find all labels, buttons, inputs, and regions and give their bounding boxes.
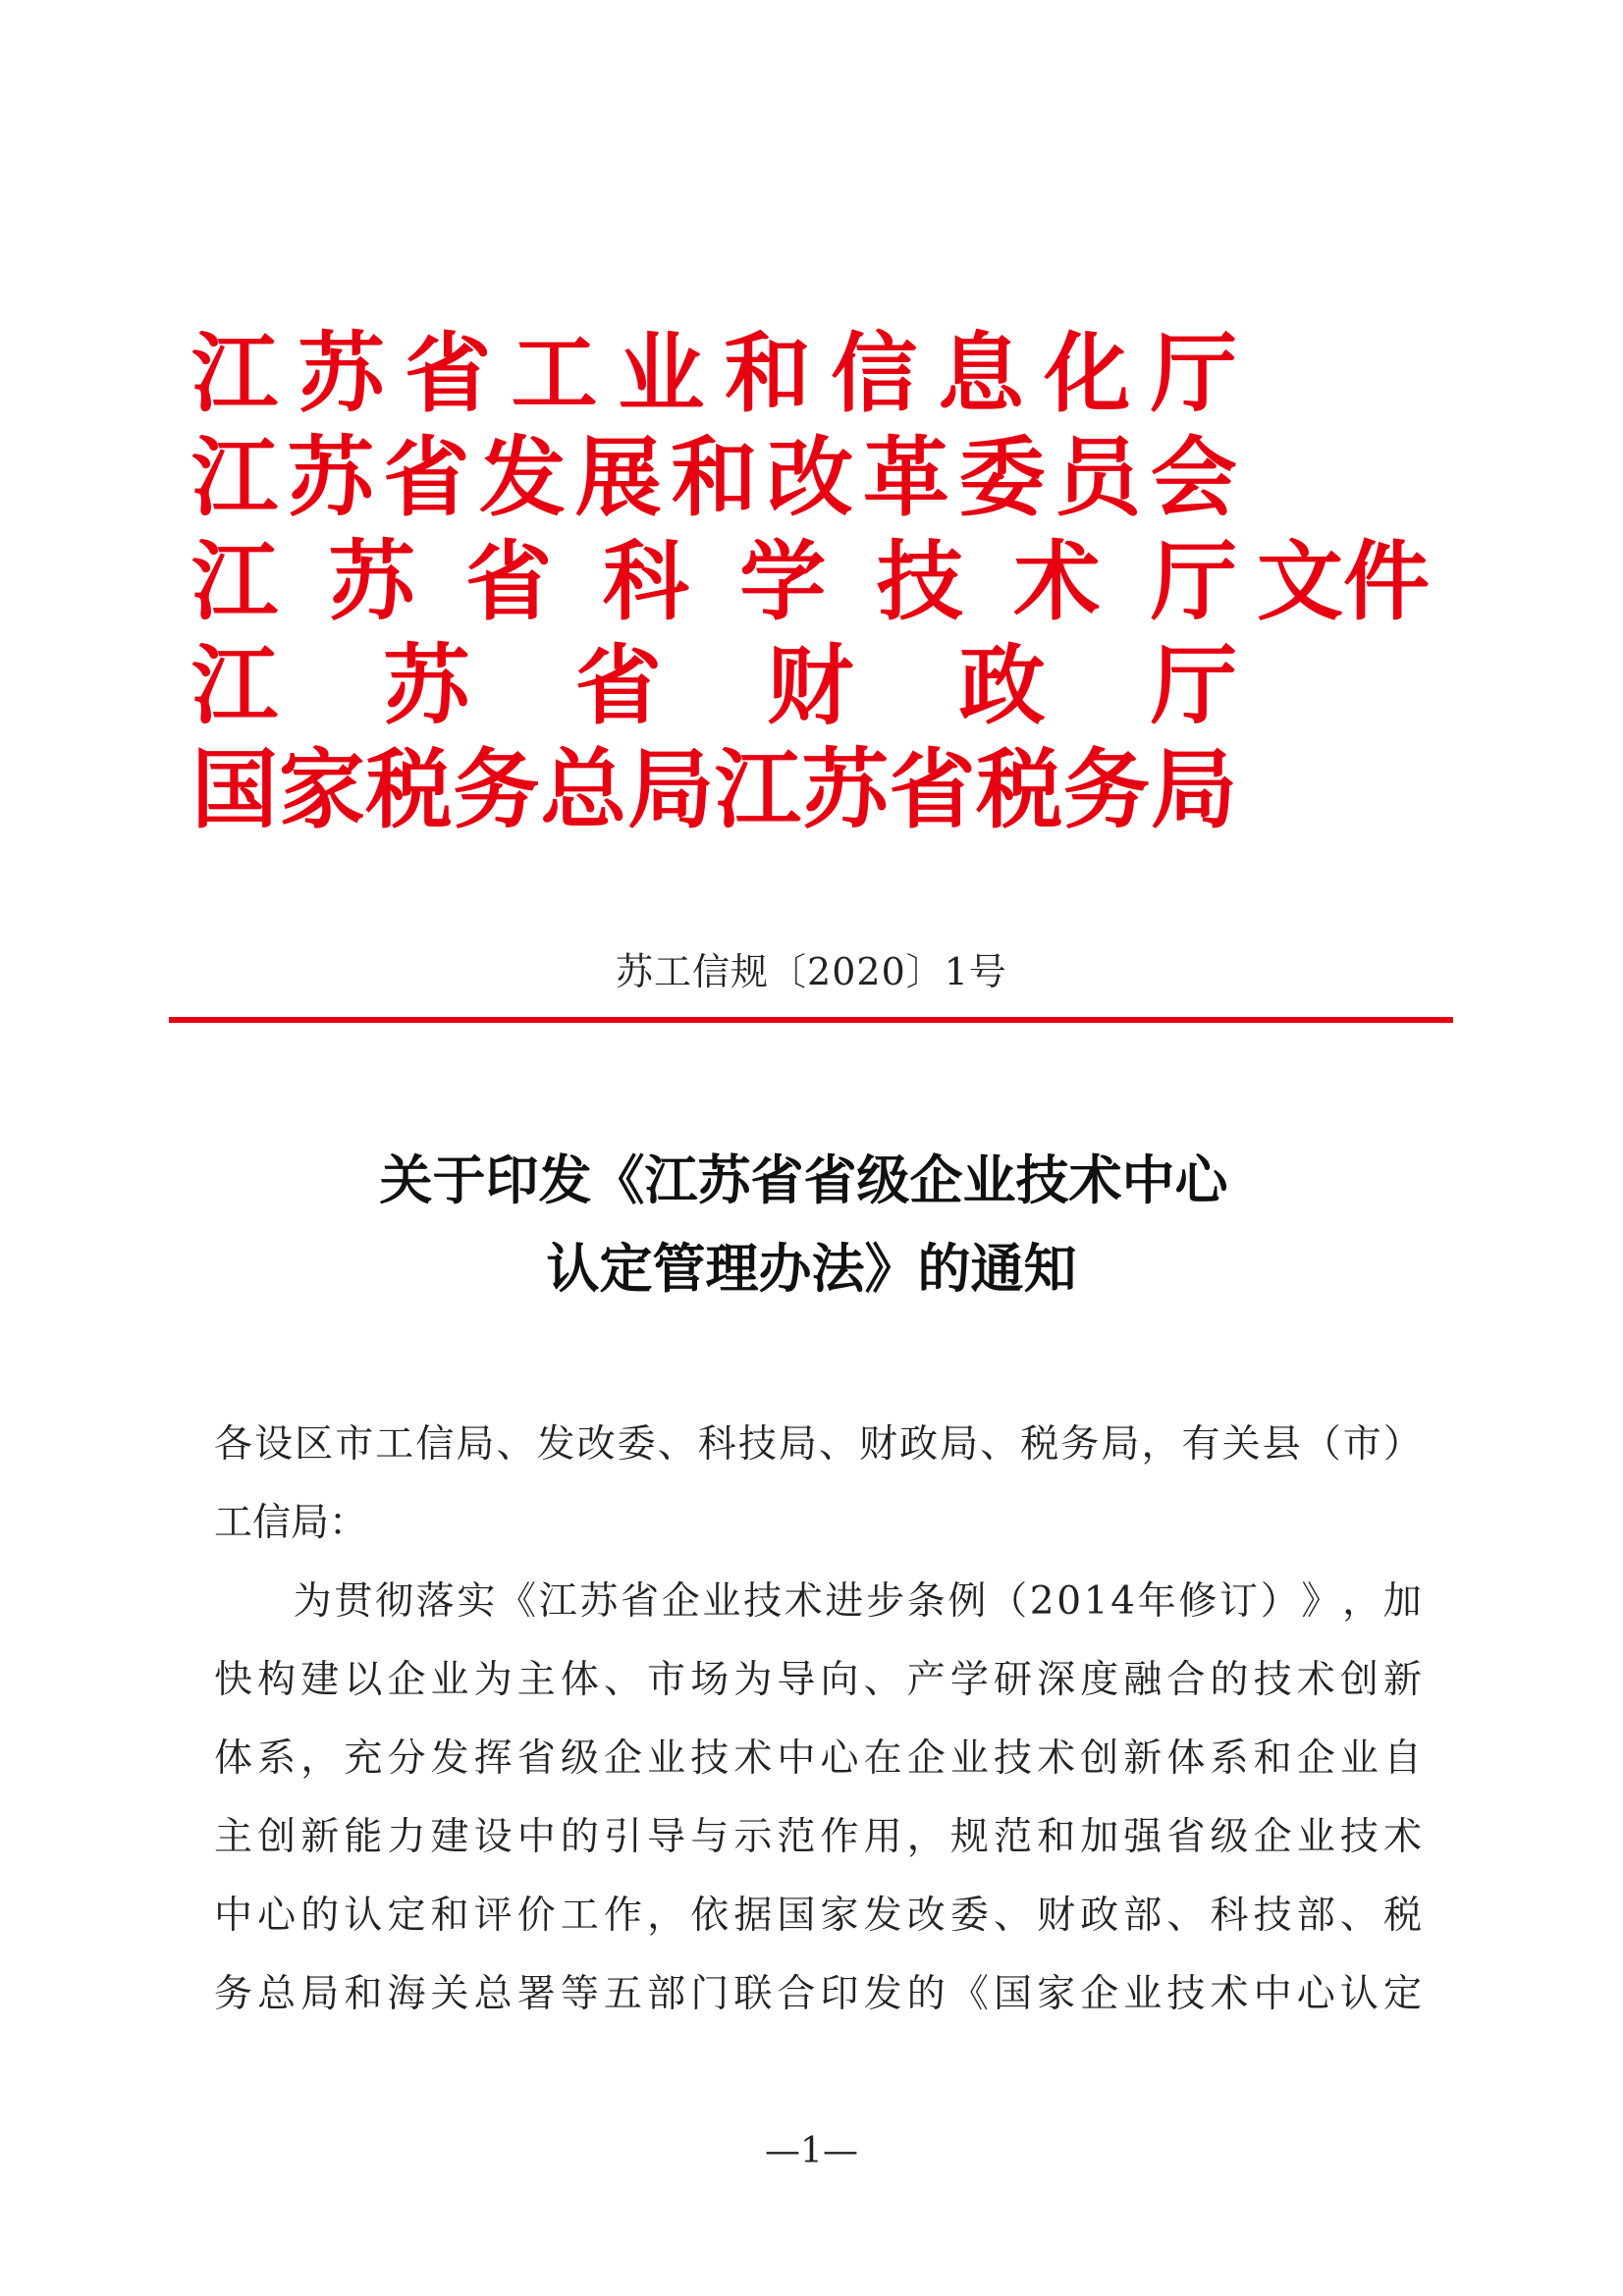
character: 发 — [863, 1972, 902, 2016]
issuer-line — [191, 426, 1237, 530]
character: 、 — [1339, 1894, 1379, 1938]
character: ， — [1141, 1422, 1180, 1467]
character: 落 — [415, 1579, 455, 1624]
character: 为 — [473, 1658, 513, 1702]
character: 价 — [516, 1894, 556, 1938]
character: 依 — [690, 1894, 730, 1938]
body-line — [214, 1563, 1422, 1641]
character: 2 — [1029, 1579, 1055, 1624]
character: 技 — [690, 1736, 730, 1781]
character: 的 — [560, 1815, 599, 1859]
character: 发 — [430, 1736, 469, 1781]
character: 创 — [1080, 1736, 1119, 1781]
character: 学 — [739, 531, 827, 632]
character: 业 — [1296, 1815, 1335, 1859]
character: 级 — [560, 1736, 599, 1781]
indent — [214, 1563, 291, 1641]
character: 和 — [724, 323, 811, 424]
character: 国 — [777, 1894, 816, 1938]
character: 企 — [603, 1736, 642, 1781]
character: 改 — [767, 427, 854, 528]
character: 海 — [387, 1972, 426, 2016]
document-suffix — [1257, 530, 1430, 634]
character: （ — [1302, 1422, 1341, 1467]
character: 税 — [1382, 1894, 1422, 1938]
character: ， — [300, 1736, 340, 1781]
character: 、 — [980, 1422, 1019, 1467]
character: 市 — [335, 1422, 374, 1467]
character: 彻 — [375, 1579, 414, 1624]
character: 加 — [1382, 1579, 1422, 1624]
character: 企 — [906, 1736, 946, 1781]
character: 信 — [415, 1422, 455, 1467]
character: 向 — [820, 1658, 859, 1702]
body-line — [214, 1641, 1422, 1720]
character: 政 — [1080, 1894, 1119, 1938]
character: 家 — [1037, 1972, 1076, 2016]
character: 苏 — [579, 1579, 619, 1624]
character: 技 — [876, 531, 963, 632]
character: 与 — [690, 1815, 730, 1859]
character: 年 — [1137, 1579, 1176, 1624]
character: 、 — [818, 1422, 857, 1467]
character: 税 — [365, 739, 453, 840]
character: 心 — [820, 1736, 859, 1781]
character: 体 — [214, 1736, 253, 1781]
character: 改 — [906, 1894, 946, 1938]
character: 创 — [257, 1815, 297, 1859]
character: 的 — [1210, 1658, 1249, 1702]
character: 省 — [405, 323, 492, 424]
character: ） — [1260, 1579, 1299, 1624]
character: 《 — [498, 1579, 537, 1624]
character: 4 — [1110, 1579, 1136, 1624]
body-line — [214, 1720, 1422, 1798]
character: 合 — [1166, 1658, 1206, 1702]
body-line — [214, 1955, 1422, 2034]
character: 评 — [473, 1894, 513, 1938]
notice-body — [214, 1406, 1422, 2034]
character: 技 — [1166, 1972, 1206, 2016]
character: 政 — [899, 1422, 939, 1467]
issuer-line — [191, 322, 1237, 426]
character: 强 — [1123, 1815, 1163, 1859]
character: 局 — [778, 1422, 817, 1467]
character: 科 — [1210, 1894, 1249, 1938]
character: 深 — [1037, 1658, 1076, 1702]
character: 务 — [1060, 1422, 1100, 1467]
issuer-line — [191, 530, 1448, 634]
character: 省 — [516, 1736, 556, 1781]
character: 快 — [214, 1658, 253, 1702]
body-line — [214, 1798, 1422, 1877]
character: 贯 — [334, 1579, 373, 1624]
character: 局 — [456, 1422, 495, 1467]
character: 研 — [993, 1658, 1032, 1702]
character: 的 — [300, 1894, 340, 1938]
character: 订 — [1219, 1579, 1259, 1624]
character: 中 — [516, 1815, 556, 1859]
character: 省 — [574, 635, 662, 736]
character: 中 — [777, 1736, 816, 1781]
body-line — [214, 1406, 1422, 1484]
character: 新 — [300, 1815, 340, 1859]
character: 构 — [257, 1658, 297, 1702]
character: 新 — [1382, 1658, 1422, 1702]
character: 挥 — [473, 1736, 513, 1781]
character: 展 — [574, 427, 662, 528]
character: 苏 — [298, 323, 385, 424]
character: 0 — [1056, 1579, 1082, 1624]
character: 业 — [647, 1736, 686, 1781]
character: 工 — [375, 1422, 414, 1467]
character: 术 — [1013, 531, 1101, 632]
character: 技 — [993, 1736, 1032, 1781]
red-masthead — [191, 322, 1468, 842]
character: 关 — [430, 1972, 469, 2016]
character: （ — [989, 1579, 1028, 1624]
issuer-line — [191, 738, 1237, 842]
character: 局 — [627, 739, 715, 840]
character: 苏 — [383, 635, 470, 736]
character: 五 — [603, 1972, 642, 2016]
character: 用 — [863, 1815, 902, 1859]
character: 技 — [737, 1422, 777, 1467]
character: 关 — [1221, 1422, 1261, 1467]
character: ， — [906, 1815, 946, 1859]
character: 为 — [293, 1579, 332, 1624]
character: 员 — [1055, 427, 1142, 528]
character: 有 — [1181, 1422, 1220, 1467]
character: 苏 — [328, 531, 415, 632]
character: 导 — [777, 1658, 816, 1702]
character: 《 — [949, 1972, 989, 2016]
character: 1 — [1083, 1579, 1109, 1624]
character: 产 — [906, 1658, 946, 1702]
character: 认 — [344, 1894, 383, 1938]
character: 务 — [214, 1972, 253, 2016]
character: 中 — [214, 1894, 253, 1938]
character: 各 — [214, 1422, 253, 1467]
body-line — [214, 1484, 1422, 1563]
character: 融 — [1123, 1658, 1163, 1702]
character: 江 — [191, 635, 279, 736]
character: 区 — [295, 1422, 334, 1467]
character: ） — [1382, 1422, 1422, 1467]
character: 件 — [1343, 531, 1431, 632]
character: 范 — [777, 1815, 816, 1859]
character: 以 — [344, 1658, 383, 1702]
character: 改 — [576, 1422, 616, 1467]
character: 实 — [457, 1579, 496, 1624]
character: 财 — [859, 1422, 898, 1467]
character: 在 — [863, 1736, 902, 1781]
character: 主 — [214, 1815, 253, 1859]
character: 技 — [1253, 1658, 1292, 1702]
character: 化 — [1044, 323, 1131, 424]
character: 革 — [862, 427, 949, 528]
character: 为 — [733, 1658, 773, 1702]
character: 会 — [1150, 427, 1237, 528]
character: 等 — [560, 1972, 599, 2016]
character: 术 — [733, 1736, 773, 1781]
character: 委 — [958, 427, 1046, 528]
character: 定 — [387, 1894, 426, 1938]
character: 级 — [1210, 1815, 1249, 1859]
character: 新 — [1123, 1736, 1163, 1781]
character: 业 — [430, 1658, 469, 1702]
character: 发 — [863, 1894, 902, 1938]
character: 进 — [825, 1579, 864, 1624]
character: 门 — [690, 1972, 730, 2016]
character: 委 — [949, 1894, 989, 1938]
character: 主 — [516, 1658, 556, 1702]
character: 企 — [387, 1658, 426, 1702]
character: 例 — [947, 1579, 987, 1624]
character: 示 — [733, 1815, 773, 1859]
character: 署 — [516, 1972, 556, 2016]
character: 总 — [540, 739, 627, 840]
character: 信 — [831, 323, 918, 424]
character: 中 — [1253, 1972, 1292, 2016]
character: 技 — [743, 1579, 783, 1624]
character: 据 — [733, 1894, 773, 1938]
character: 江 — [191, 427, 279, 528]
character: 规 — [949, 1815, 989, 1859]
issuer-name — [191, 530, 1237, 634]
notice-title-line-2: 认定管理办法》的通知 — [546, 1238, 1077, 1300]
character: 苏 — [287, 427, 374, 528]
character: 认 — [1339, 1972, 1379, 2016]
character: 江 — [538, 1579, 577, 1624]
character: 委 — [617, 1422, 656, 1467]
character: 部 — [1296, 1894, 1335, 1938]
character: 设 — [473, 1815, 513, 1859]
character: 自 — [1382, 1736, 1422, 1781]
character: 范 — [993, 1815, 1032, 1859]
character: 修 — [1178, 1579, 1217, 1624]
character: 总 — [257, 1972, 297, 2016]
character: 家 — [278, 739, 365, 840]
character: 力 — [387, 1815, 426, 1859]
character: 企 — [661, 1579, 700, 1624]
character: 系 — [257, 1736, 297, 1781]
character: 联 — [733, 1972, 773, 2016]
character: 工 — [511, 323, 598, 424]
character: 业 — [1339, 1736, 1379, 1781]
notice-title-line-1: 关于印发《江苏省省级企业技术中心 — [379, 1149, 1228, 1211]
character: 术 — [1210, 1972, 1249, 2016]
character: 省 — [889, 739, 976, 840]
character: 企 — [1080, 1972, 1119, 2016]
character: 体 — [560, 1658, 599, 1702]
character: 局 — [940, 1422, 979, 1467]
character: 和 — [671, 427, 758, 528]
character: 税 — [976, 739, 1063, 840]
character: 和 — [430, 1894, 469, 1938]
character: 印 — [820, 1972, 859, 2016]
character: 业 — [949, 1736, 989, 1781]
character: 场 — [690, 1658, 730, 1702]
character: 术 — [1296, 1658, 1335, 1702]
character: 设 — [254, 1422, 294, 1467]
character: 市 — [1342, 1422, 1381, 1467]
character: 苏 — [801, 739, 889, 840]
character: 厅 — [1150, 323, 1237, 424]
character: 业 — [618, 323, 705, 424]
character: 县 — [1262, 1422, 1301, 1467]
character: 条 — [906, 1579, 946, 1624]
character: 能 — [344, 1815, 383, 1859]
body-line-text: 工信局： — [214, 1501, 368, 1545]
character: 财 — [767, 635, 854, 736]
character: 、 — [657, 1422, 696, 1467]
character: 市 — [647, 1658, 686, 1702]
character: 学 — [949, 1658, 989, 1702]
character: 江 — [714, 739, 801, 840]
character: 分 — [387, 1736, 426, 1781]
character: 发 — [479, 427, 567, 528]
character: 国 — [191, 739, 279, 840]
character: 的 — [906, 1972, 946, 2016]
character: 和 — [1253, 1736, 1292, 1781]
character: 心 — [1296, 1972, 1335, 2016]
character: 局 — [300, 1972, 340, 2016]
page-number: —1— — [765, 2131, 858, 2171]
character: 、 — [603, 1658, 642, 1702]
character: 文 — [1257, 531, 1344, 632]
character: 引 — [603, 1815, 642, 1859]
character: 体 — [1166, 1736, 1206, 1781]
character: 工 — [560, 1894, 599, 1938]
character: 术 — [1037, 1736, 1076, 1781]
character: 部 — [647, 1972, 686, 2016]
document-number: 苏工信规〔2020〕1号 — [616, 950, 1007, 993]
character: 合 — [777, 1972, 816, 2016]
character: 系 — [1210, 1736, 1249, 1781]
character: 术 — [1382, 1815, 1422, 1859]
character: 》 — [1301, 1579, 1340, 1624]
character: 、 — [863, 1658, 902, 1702]
character: 作 — [603, 1894, 642, 1938]
character: 省 — [465, 531, 553, 632]
character: 总 — [473, 1972, 513, 2016]
character: 科 — [602, 531, 689, 632]
character: 企 — [1296, 1736, 1335, 1781]
character: 、 — [496, 1422, 535, 1467]
character: 企 — [1253, 1815, 1292, 1859]
character: 业 — [1123, 1972, 1163, 2016]
character: ， — [1342, 1579, 1381, 1624]
character: 息 — [937, 323, 1024, 424]
character: 作 — [820, 1815, 859, 1859]
character: 心 — [257, 1894, 297, 1938]
character: 厅 — [1150, 635, 1237, 736]
character: 建 — [300, 1658, 340, 1702]
character: 局 — [1150, 739, 1237, 840]
character: 税 — [1020, 1422, 1059, 1467]
character: 省 — [383, 427, 470, 528]
character: 加 — [1080, 1815, 1119, 1859]
character: 业 — [702, 1579, 741, 1624]
character: 省 — [621, 1579, 660, 1624]
character: 江 — [191, 531, 279, 632]
character: 创 — [1339, 1658, 1379, 1702]
red-divider-line — [169, 1017, 1453, 1023]
character: 和 — [1037, 1815, 1076, 1859]
character: 和 — [344, 1972, 383, 2016]
character: 建 — [430, 1815, 469, 1859]
character: 家 — [820, 1894, 859, 1938]
character: 导 — [647, 1815, 686, 1859]
character: 术 — [784, 1579, 823, 1624]
character: 发 — [536, 1422, 575, 1467]
body-line — [214, 1877, 1422, 1955]
character: 定 — [1382, 1972, 1422, 2016]
issuer-line — [191, 634, 1237, 738]
character: 财 — [1037, 1894, 1076, 1938]
character: ， — [647, 1894, 686, 1938]
character: 技 — [1253, 1894, 1292, 1938]
character: 、 — [993, 1894, 1032, 1938]
character: 科 — [697, 1422, 736, 1467]
character: 充 — [344, 1736, 383, 1781]
character: 务 — [1063, 739, 1151, 840]
character: 度 — [1080, 1658, 1119, 1702]
character: 省 — [1166, 1815, 1206, 1859]
character: 步 — [866, 1579, 905, 1624]
character: 国 — [993, 1972, 1032, 2016]
character: 政 — [958, 635, 1046, 736]
character: 部 — [1123, 1894, 1163, 1938]
character: 厅 — [1150, 531, 1237, 632]
character: 局 — [1101, 1422, 1140, 1467]
character: 江 — [191, 323, 279, 424]
character: 技 — [1339, 1815, 1379, 1859]
character: 务 — [453, 739, 540, 840]
character: 、 — [1166, 1894, 1206, 1938]
